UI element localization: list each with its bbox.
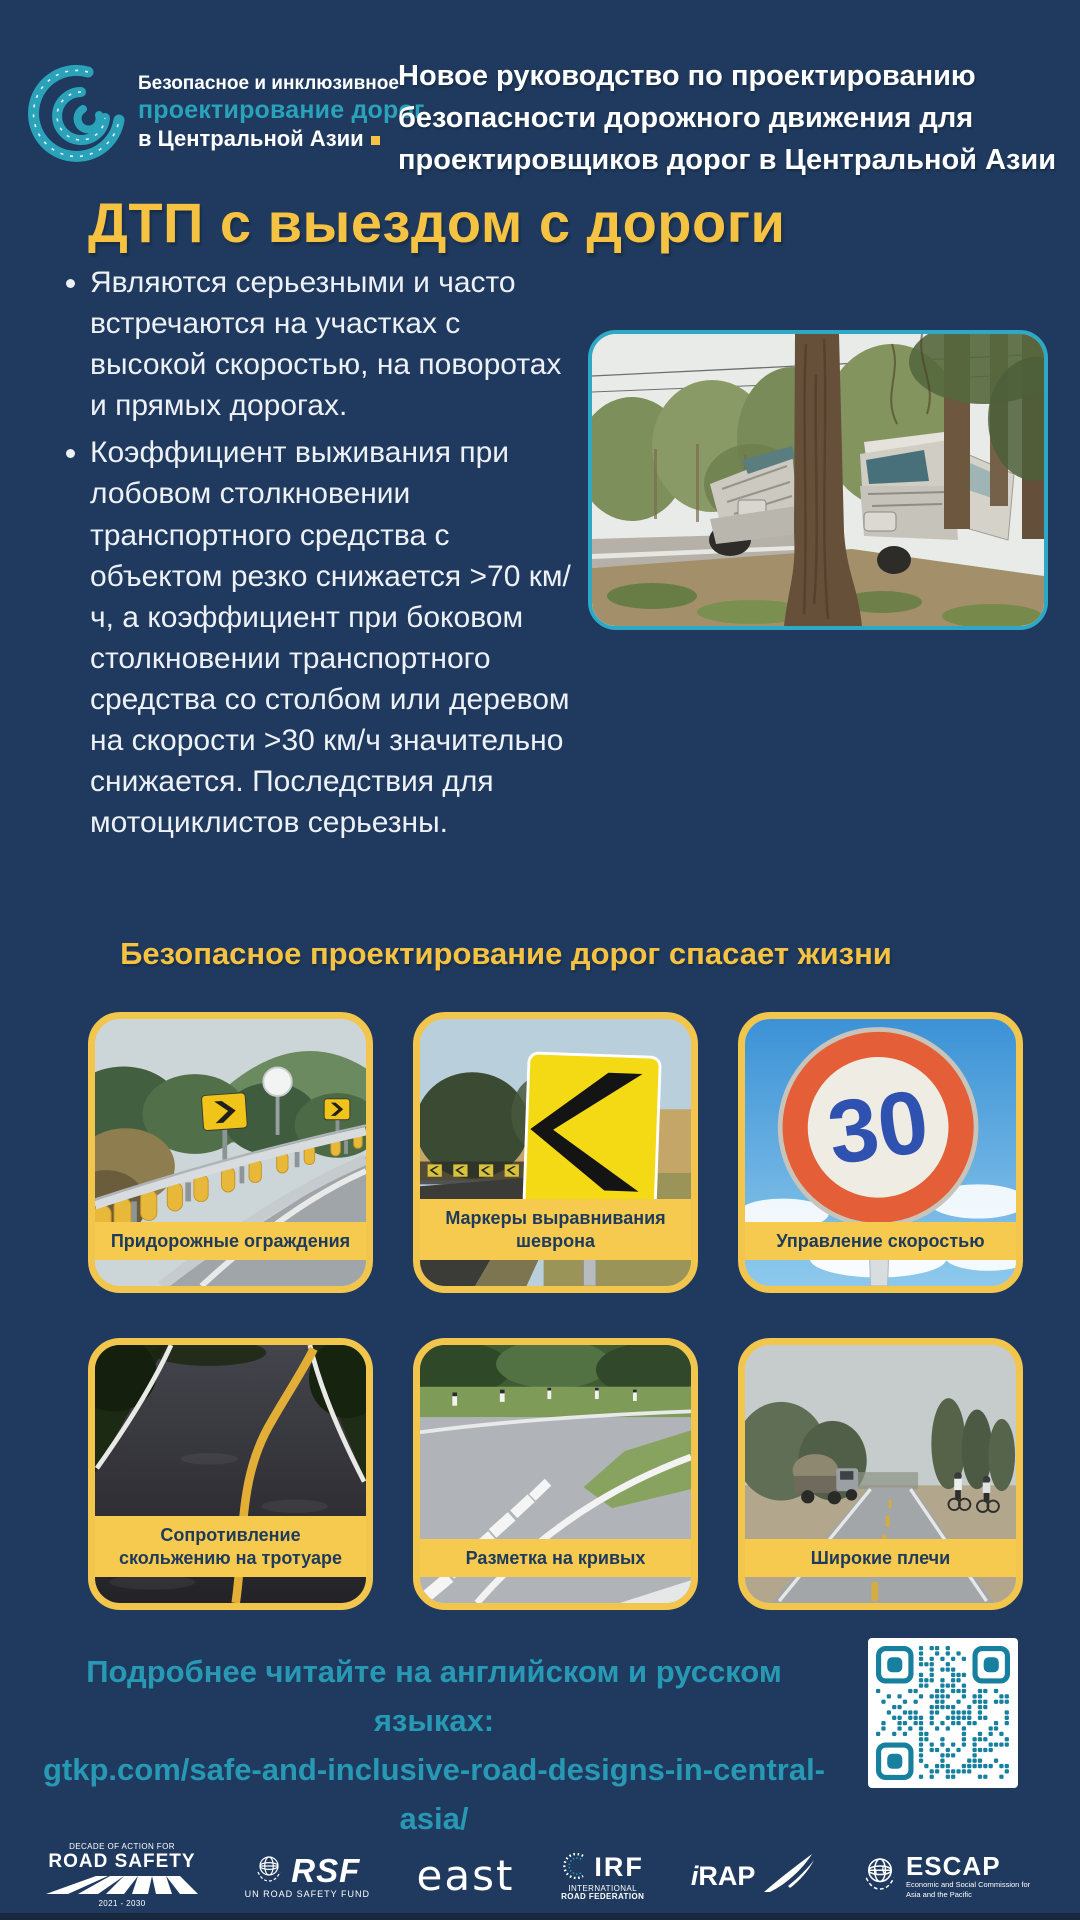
card-wide-shoulders — [738, 1338, 1023, 1610]
brand-line3: в Центральной Азии — [138, 126, 425, 153]
brand-logo — [26, 58, 425, 171]
crash-into-tree-photo — [588, 330, 1048, 630]
irap-main-text: iRAP — [690, 1860, 756, 1891]
rsf-sub-text: UN ROAD SAFETY FUND — [244, 1888, 370, 1899]
gallery-heading: Безопасное проектирование дорог спасает жизни — [120, 936, 892, 971]
irf-sub1-text: INTERNATIONAL — [568, 1884, 637, 1893]
easst-main-text: east — [416, 1850, 515, 1900]
bullet-item: • Коэффициент выживания при лобовом столкновении транспортного средства с объектом резко снижается >70 км/ч, а коэффициент при боковом столкновении транспортного средства со столбом или деревом на скорости >30 км/ч значительно снижается. Последствия для мотоциклистов серьезны. — [90, 432, 582, 843]
card-label: Придорожные ограждения — [95, 1222, 366, 1261]
irf-sub2-text: ROAD FEDERATION — [561, 1892, 645, 1902]
un-emblem-icon — [861, 1854, 899, 1899]
irf-logo — [561, 1850, 644, 1902]
brand-line1: Безопасное и инклюзивное — [138, 73, 399, 94]
card-curve-markings — [413, 1338, 698, 1610]
decade-top-text: DECADE OF ACTION FOR — [69, 1842, 175, 1852]
card-label: Управление скоростью — [745, 1222, 1016, 1261]
decade-of-action-logo — [46, 1843, 198, 1909]
bullet-item: • Являются серьезными и часто встречаются на участках с высокой скоростью, на поворотах и прямых дорогах. — [90, 262, 582, 426]
card-label: Сопротивление скольжению на тротуаре — [95, 1516, 366, 1577]
card-speed-management — [738, 1012, 1023, 1293]
crash-photo-illustration — [592, 334, 1044, 626]
qr-code — [868, 1638, 1018, 1788]
main-heading: ДТП с выездом с дороги — [88, 191, 786, 254]
info-url-link[interactable]: gtkp.com/safe-and-inclusive-road-designs-in-central-asia/ — [42, 1751, 826, 1836]
escap-sub-text: Economic and Social Commission for Asia and the Pacific — [905, 1880, 1031, 1899]
card-roadside-barriers — [88, 1012, 373, 1293]
card-label: Широкие плечи — [745, 1539, 1016, 1578]
card-chevron-markers — [413, 1012, 698, 1293]
escap-main-text: ESCAP — [905, 1850, 1001, 1881]
card-label: Разметка на кривых — [420, 1539, 691, 1578]
un-emblem-icon — [254, 1853, 284, 1890]
irf-main-text: IRF — [594, 1852, 644, 1883]
brand-accent-dot — [371, 136, 380, 145]
speed-sign-value: 30 — [821, 1070, 935, 1184]
un-rsf-logo — [245, 1853, 370, 1899]
easst-logo — [416, 1850, 515, 1900]
irap-logo — [691, 1854, 815, 1899]
bottom-edge-strip — [0, 1913, 1080, 1920]
more-info-text: Подробнее читайте на английском и русском языках: — [86, 1654, 782, 1738]
card-skid-resistance — [88, 1338, 373, 1610]
zebra-crossing-icon — [46, 1872, 198, 1901]
irf-dotted-globe-icon — [561, 1850, 587, 1885]
road-spiral-icon — [26, 58, 126, 171]
poster-title: Новое руководство по проектированию безопасности дорожного движения для проектировщиков дорог в Центральной Азии — [398, 60, 1057, 176]
brand-line2: проектирование дорог — [138, 96, 425, 125]
partner-logos-row — [0, 1838, 1080, 1914]
irap-swoosh-icon — [762, 1854, 814, 1899]
more-info-block — [28, 1648, 840, 1844]
decade-main-text: ROAD SAFETY — [48, 1850, 196, 1872]
rsf-main-text: RSF — [291, 1851, 361, 1889]
bullet-list — [60, 262, 582, 849]
qr-code-pattern — [876, 1646, 1010, 1780]
escap-logo — [861, 1850, 1034, 1899]
card-label: Маркеры выравнивания шеврона — [420, 1199, 691, 1260]
decade-years-text: 2021 - 2030 — [98, 1899, 146, 1909]
brand-text — [138, 58, 425, 153]
